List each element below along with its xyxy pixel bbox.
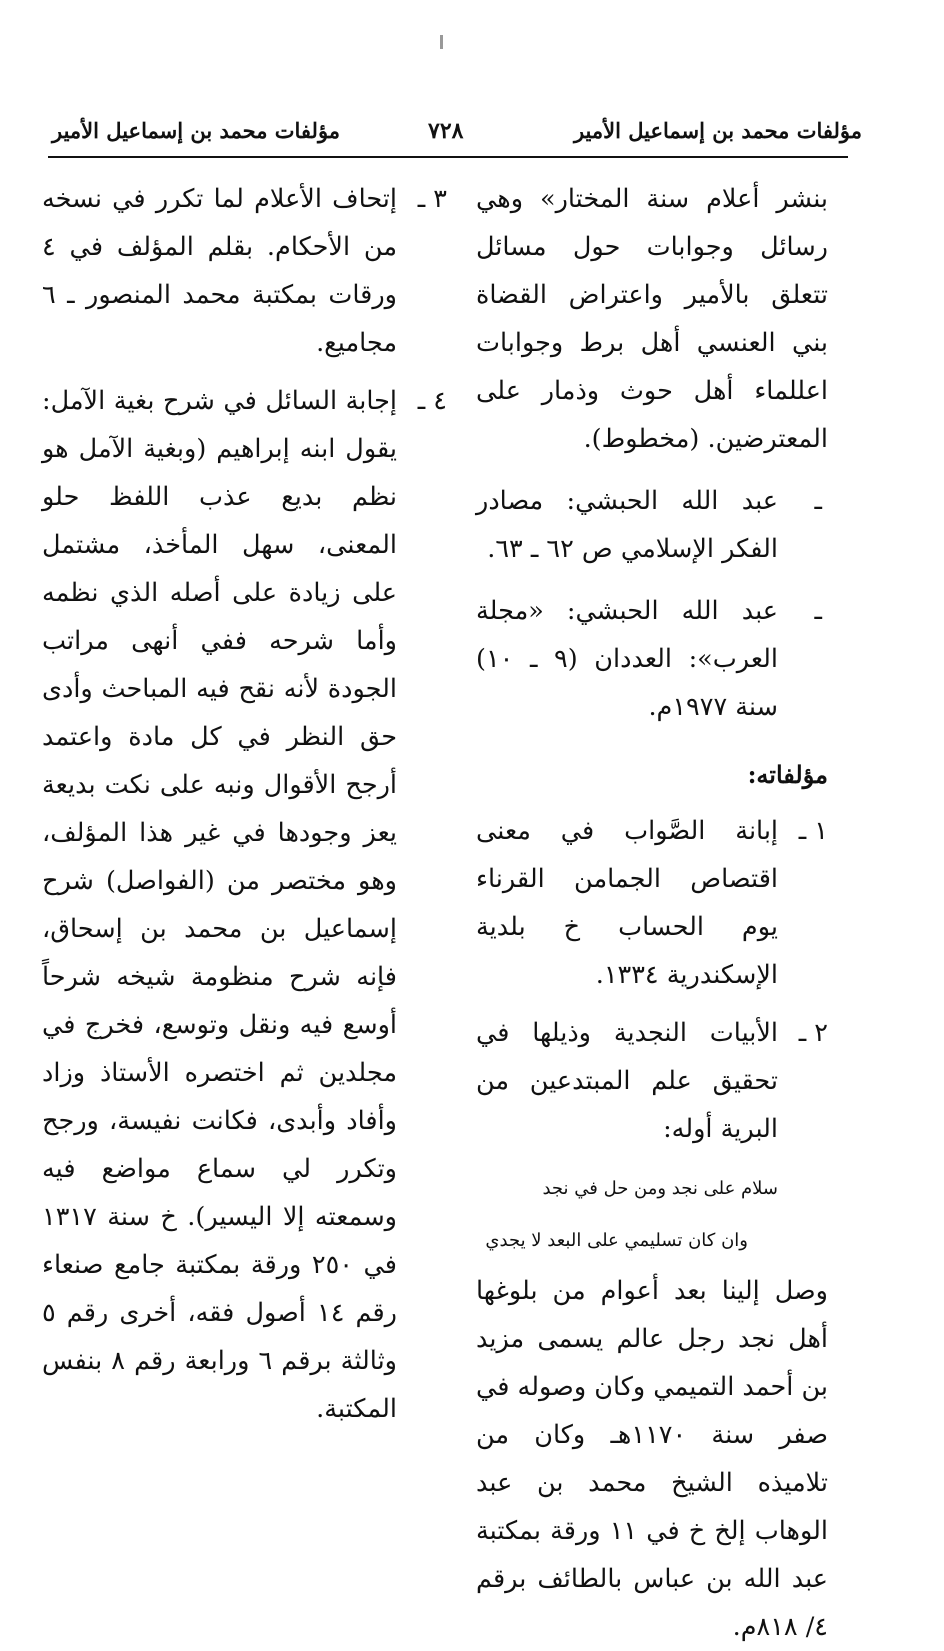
dash-marker: ـ bbox=[814, 486, 822, 516]
running-header-right: مؤلفات محمد بن إسماعيل الأمير bbox=[573, 118, 862, 143]
top-margin-mark bbox=[440, 35, 443, 49]
source-item bbox=[476, 587, 828, 731]
works-heading: مؤلفاته: bbox=[747, 760, 828, 789]
intro-paragraph: بنشر أعلام سنة المختار» وهي رسائل وجوابات حول مسائل تتعلق بالأمير واعتراض القضاة بني العنسي أهل برط وجوابات اعللماء أهل حوث وذمار على المعترضين. (مخطوط). bbox=[476, 184, 828, 454]
work-number: ٣ ـ bbox=[417, 184, 447, 214]
source-text: عبد الله الحبشي: مصادر الفكر الإسلامي ص ٦٢ ـ ٦٣. bbox=[476, 486, 778, 564]
source-item bbox=[476, 477, 828, 573]
source-text: عبد الله الحبشي: «مجلة العرب»: العددان (٩ ـ ١٠) سنة ١٩٧٧م. bbox=[476, 596, 779, 722]
page-number: ٧٢٨ bbox=[428, 118, 464, 144]
work-text: إتحاف الأعلام لما تكرر في نسخه من الأحكام. بقلم المؤلف في ٤ ورقات بمكتبة محمد المنصور ـ ٦ مجاميع. bbox=[42, 184, 397, 358]
work-item bbox=[476, 1009, 828, 1153]
after-verse-paragraph: وصل إلينا بعد أعوام من بلوغها أهل نجد رجل عالم يسمى مزيد بن أحمد التميمي وكان وصوله في صفر سنة ١١٧٠هـ وكان من تلاميذه الشيخ محمد بن عبد الوهاب إلخ خ في ١١ ورقة بمكتبة عبد الله بن عباس بالطائف برقم ٤/ ٨١٨م. bbox=[476, 1276, 828, 1642]
dash-marker: ـ bbox=[814, 596, 822, 626]
running-header-left: مؤلفات محمد بن إسماعيل الأمير bbox=[52, 118, 341, 143]
work-item bbox=[42, 175, 447, 367]
work-number: ١ ـ bbox=[798, 816, 828, 846]
left-column bbox=[42, 175, 447, 1433]
verse-line-1: سلام على نجد ومن حل في نجد bbox=[542, 1178, 778, 1199]
work-text: إبانة الصَّواب في معنى اقتصاص الجمامن القرناء يوم الحساب خ بلدية الإسكندرية ١٣٣٤. bbox=[476, 816, 778, 990]
work-number: ٢ ـ bbox=[798, 1018, 828, 1048]
work-item bbox=[42, 377, 447, 1433]
right-column bbox=[476, 175, 828, 1651]
work-number: ٤ ـ bbox=[417, 386, 447, 416]
work-item bbox=[476, 807, 828, 999]
header-rule bbox=[48, 156, 848, 158]
verse-line-2: وان كان تسليمي على البعد لا يجدي bbox=[485, 1230, 748, 1251]
work-text: الأبيات النجدية وذيلها في تحقيق علم المبتدعين من البرية أوله: bbox=[476, 1018, 778, 1144]
work-text: إجابة السائل في شرح بغية الآمل: يقول ابنه إبراهيم (وبغية الآمل هو نظم بديع عذب اللفظ حلو المعنى، سهل المأخذ، مشتمل على زيادة على أصله الذي نظمه وأما شرحه ففي أنهى مراتب الجودة لأنه نقح فيه المباحث وأدى حق النظر في كل مادة واعتمد أرجح الأقوال ونبه على نكت بديعة يعز وجودها في غير هذا المؤلف، وهو مختصر من (الفواصل) شرح إسماعيل بن محمد بن إسحاق، فإنه شرح منظومة شيخه شرحاً أوسع فيه ونقل وتوسع، فخرج في مجلدين ثم اختصره الأستاذ وزاد وأفاد وأبدى، فكانت نفيسة، ورجح وتكرر لي سماع مواضع فيه وسمعته إلا اليسير). خ سنة ١٣١٧ في ٢٥٠ ورقة بمكتبة جامع صنعاء رقم ١٤ أصول فقه، أخرى رقم ٥ وثالثة برقم ٦ ورابعة رقم ٨ بنفس المكتبة. bbox=[42, 386, 397, 1424]
